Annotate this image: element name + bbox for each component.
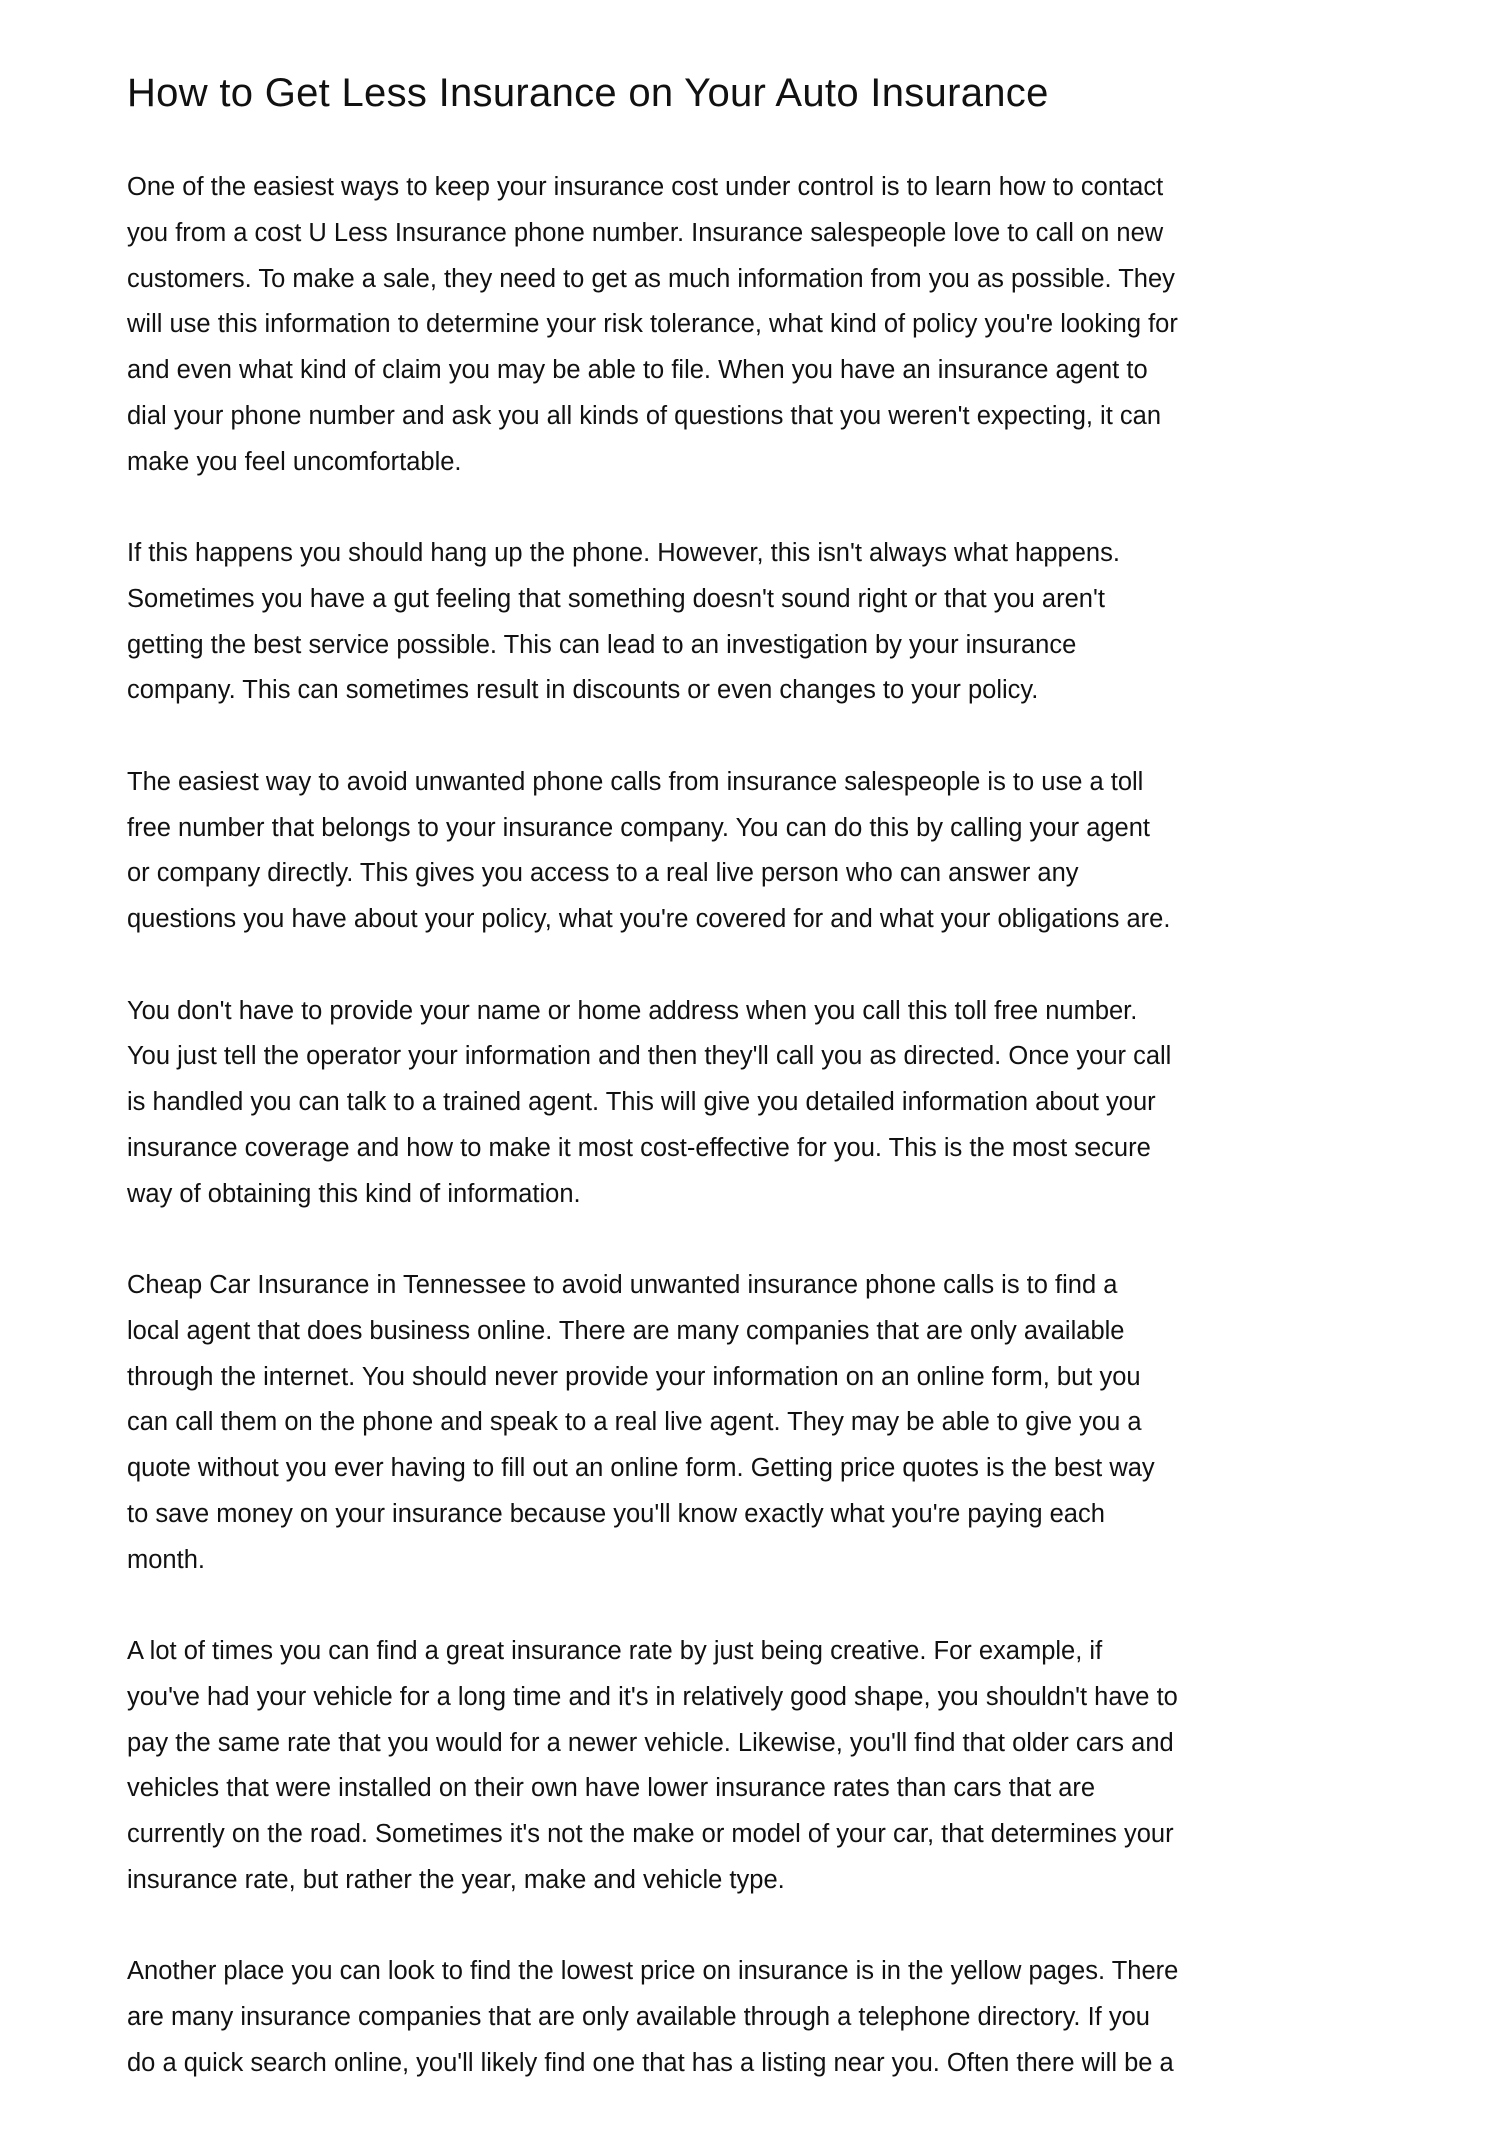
paragraph-line: The easiest way to avoid unwanted phone calls from insurance salespeople is to use a toll <box>127 767 1144 796</box>
paragraph-line: company. This can sometimes result in discounts or even changes to your policy. <box>127 676 1039 705</box>
paragraph <box>127 531 1387 714</box>
paragraph <box>127 1263 1387 1583</box>
paragraph-line: You just tell the operator your information and then they'll call you as directed. Once your call <box>127 1042 1172 1071</box>
paragraph-line: and even what kind of claim you may be able to file. When you have an insurance agent to <box>127 356 1148 384</box>
paragraph-line: insurance rate, but rather the year, make and vehicle type. <box>127 1865 785 1894</box>
paragraph <box>127 1949 1387 2086</box>
paragraph-line: will use this information to determine your risk tolerance, what kind of policy you're looking for <box>127 310 1178 339</box>
paragraph-line: Another place you can look to find the lowest price on insurance is in the yellow pages. There <box>127 1957 1179 1986</box>
paragraph-line: getting the best service possible. This can lead to an investigation by your insurance <box>127 630 1077 659</box>
paragraph-line: quote without you ever having to fill out an online form. Getting price quotes is the best way <box>127 1454 1155 1482</box>
paragraph-line: way of obtaining this kind of information. <box>127 1179 581 1208</box>
paragraph-line: make you feel uncomfortable. <box>127 447 462 476</box>
paragraph-line: are many insurance companies that are only available through a telephone directory. If you <box>127 2003 1150 2031</box>
paragraph-line: vehicles that were installed on their own have lower insurance rates than cars that are <box>127 1774 1096 1803</box>
paragraph <box>127 1629 1387 1904</box>
paragraph-line: do a quick search online, you'll likely find one that has a listing near you. Often there will be a <box>127 2048 1174 2077</box>
paragraph-line: to save money on your insurance because you'll know exactly what you're paying each <box>127 1499 1105 1528</box>
paragraph-line: You don't have to provide your name or home address when you call this toll free number. <box>127 996 1138 1025</box>
paragraph-line: local agent that does business online. There are many companies that are only available <box>127 1316 1125 1345</box>
paragraph-line: you've had your vehicle for a long time and it's in relatively good shape, you shouldn't have to <box>127 1682 1178 1711</box>
paragraph-line: month. <box>127 1545 205 1574</box>
paragraph-line: One of the easiest ways to keep your insurance cost under control is to learn how to contact <box>127 173 1164 201</box>
paragraph-line: A lot of times you can find a great insurance rate by just being creative. For example, if <box>127 1637 1103 1665</box>
paragraph-line: currently on the road. Sometimes it's not the make or model of your car, that determines your <box>127 1820 1174 1848</box>
paragraph-line: you from a cost U Less Insurance phone number. Insurance salespeople love to call on new <box>127 218 1164 247</box>
paragraph-line: Sometimes you have a gut feeling that something doesn't sound right or that you aren't <box>127 584 1105 613</box>
paragraph-line: can call them on the phone and speak to a real live agent. They may be able to give you a <box>127 1408 1142 1437</box>
paragraph <box>127 989 1387 1218</box>
paragraph-line: through the internet. You should never provide your information on an online form, but you <box>127 1362 1141 1391</box>
paragraph-line: pay the same rate that you would for a newer vehicle. Likewise, you'll find that older cars and <box>127 1728 1174 1757</box>
paragraph-line: customers. To make a sale, they need to get as much information from you as possible. They <box>127 264 1175 293</box>
paragraph-line: questions you have about your policy, what you're covered for and what your obligations are. <box>127 905 1171 933</box>
paragraph-line: dial your phone number and ask you all kinds of questions that you weren't expecting, it can <box>127 401 1161 430</box>
paragraph-line: or company directly. This gives you access to a real live person who can answer any <box>127 859 1079 888</box>
paragraph <box>127 165 1387 485</box>
paragraph <box>127 760 1387 943</box>
document-title: How to Get Less Insurance on Your Auto Insurance <box>127 71 1049 115</box>
paragraph-line: If this happens you should hang up the phone. However, this isn't always what happens. <box>127 539 1120 567</box>
document-body <box>127 165 1387 2132</box>
paragraph-line: insurance coverage and how to make it most cost-effective for you. This is the most secure <box>127 1133 1151 1162</box>
paragraph-line: free number that belongs to your insurance company. You can do this by calling your agent <box>127 813 1151 842</box>
paragraph-line: Cheap Car Insurance in Tennessee to avoid unwanted insurance phone calls is to find a <box>127 1271 1118 1299</box>
paragraph-line: is handled you can talk to a trained agent. This will give you detailed information about your <box>127 1088 1156 1116</box>
